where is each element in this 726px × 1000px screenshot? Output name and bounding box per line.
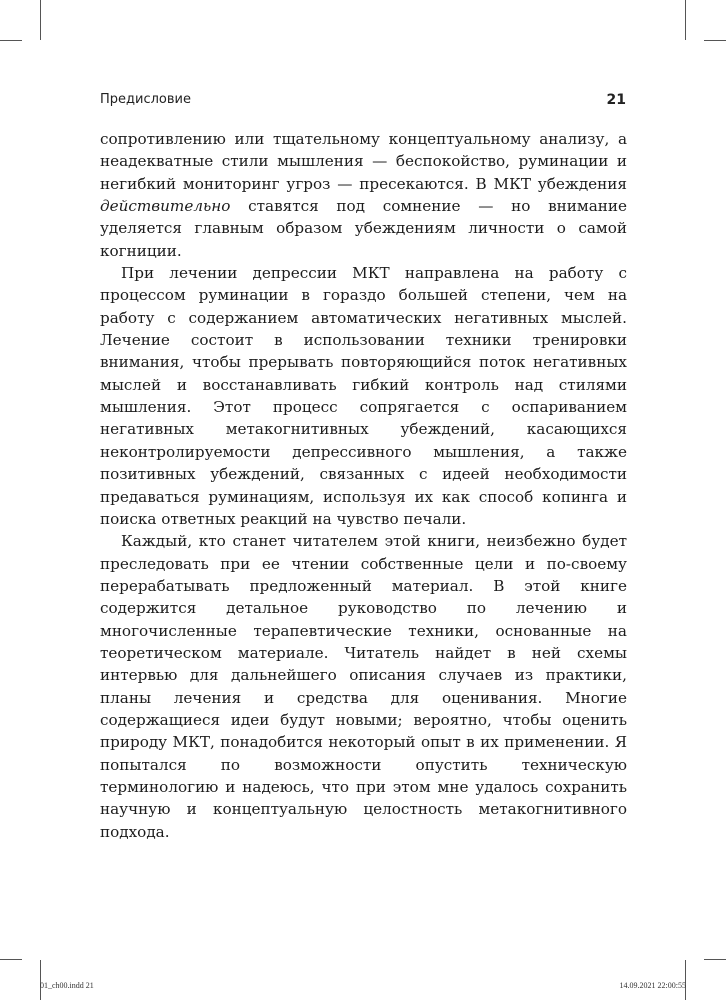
emphasis-text: действительно (100, 197, 231, 216)
print-timestamp: 14.09.2021 22:00:55 (619, 981, 686, 990)
crop-mark (40, 0, 41, 40)
paragraph-text: сопротивлению или тщательному концептуальному анализу, а неадекватные стили мышления — беспокойство, руминации и негибкий мониторинг угроз — пресекаются. В МКТ убеждения (100, 130, 627, 193)
paragraph (100, 128, 627, 262)
body-text (100, 128, 627, 843)
section-title: Предисловие (100, 92, 191, 107)
crop-mark (685, 960, 686, 1000)
paragraph-text: ставятся под сомнение — но внимание уделяется главным образом убеждениям личности о самой когниции. (100, 197, 627, 260)
crop-mark (0, 40, 22, 41)
running-head (100, 92, 626, 112)
page-number: 21 (606, 92, 626, 108)
crop-mark (685, 0, 686, 40)
crop-mark (0, 959, 22, 960)
paragraph-text: Каждый, кто станет читателем этой книги, неизбежно будет преследовать при ее чтении собственные цели и по-своему перерабатывать предложенный материал. В этой книге содержится детальное руководство по лечению и многочисленные терапевтические техники, основанные на теоретическом материале. Читатель найдет в ней схемы интервью для дальнейшего описания случаев из практики, планы лечения и средства для оценивания. Многие содержащиеся идеи будут новыми; вероятно, чтобы оценить природу МКТ, понадобится некоторый опыт в их применении. Я попытался по возможности опустить техническую терминологию и надеюсь, что при этом мне удалось сохранить научную и концептуальную целостность метакогнитивного подхода. (100, 532, 627, 841)
paragraph (100, 530, 627, 843)
crop-mark (704, 40, 726, 41)
crop-mark (704, 959, 726, 960)
crop-mark (40, 960, 41, 1000)
paragraph-text: При лечении депрессии МКТ направлена на работу с процессом руминации в гораздо большей степени, чем на работу с содержанием автоматических негативных мыслей. Лечение состоит в использовании техники тренировки внимания, чтобы прерывать повторяющийся поток негативных мыслей и восстанавливать гибкий контроль над стилями мышления. Этот процесс сопрягается с оспариванием негативных метакогнитивных убеждений, касающихся неконтролируемости депрессивного мышления, а также позитивных убеждений, связанных с идеей необходимости предаваться руминациям, используя их как способ копинга и поиска ответных реакций на чувство печали. (100, 264, 627, 528)
file-slug: 01_ch00.indd 21 (40, 981, 94, 990)
paragraph (100, 262, 627, 530)
